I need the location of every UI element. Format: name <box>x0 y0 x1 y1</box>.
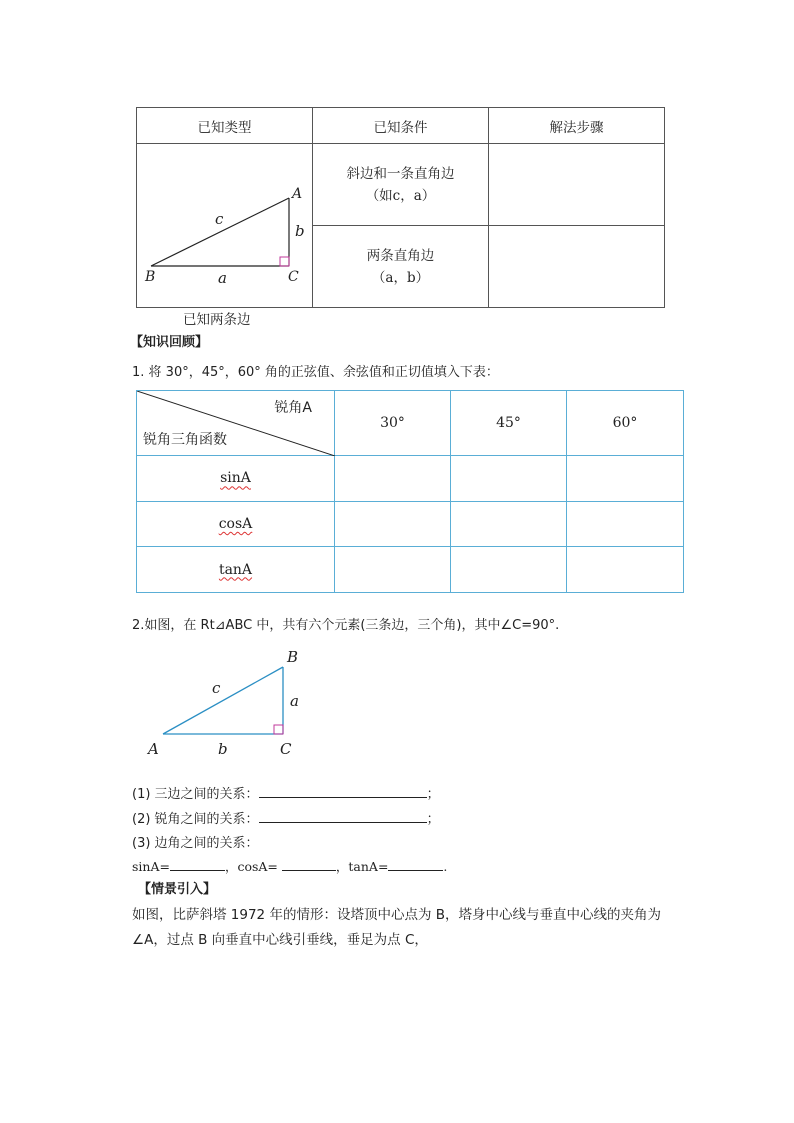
cos-blank[interactable] <box>282 859 336 871</box>
triangle1-right-angle-mark <box>280 257 289 266</box>
review-heading: 【知识回顾】 <box>130 335 209 350</box>
question-1: 1. 将 30°，45°，60° 角的正弦值、余弦值和正切值填入下表： <box>132 365 499 380</box>
triangle2-hypotenuse <box>163 667 283 734</box>
condition-hyp-leg-line2: （如c，a） <box>365 187 436 204</box>
steps-cell-2 <box>489 226 665 308</box>
angle-30-header: 30° <box>335 391 451 456</box>
tan-blank[interactable] <box>388 859 443 871</box>
corner-label-function: 锐角三角函数 <box>143 432 227 448</box>
triangle1-vertex-b: B <box>145 269 156 285</box>
triangle2-side-b: b <box>218 740 228 758</box>
row-sin-label: sinA <box>137 456 335 502</box>
relation-angles-blank[interactable] <box>259 811 427 823</box>
triangle1-hypotenuse <box>151 198 289 266</box>
row-tan-label: tanA <box>137 547 335 593</box>
header-known-type: 已知类型 <box>137 108 313 144</box>
scene-line-1: 如图，比萨斜塔 1972 年的情形：设塔顶中心点为 B，塔身中心线与垂直中心线的夹角为 <box>132 907 661 923</box>
tan-60-cell <box>567 547 684 593</box>
cos-30-cell <box>335 501 451 547</box>
sin-30-cell <box>335 456 451 502</box>
relation-angles: (2) 锐角之间的关系： ； <box>132 812 440 827</box>
triangle2-side-a: a <box>290 692 299 710</box>
triangle2-side-c: c <box>212 679 221 697</box>
triangle2-vertex-b: B <box>287 648 299 666</box>
known-type-cell <box>137 144 313 328</box>
condition-two-legs-line1: 两条直角边 <box>366 247 435 264</box>
question-2: 2.如图，在 Rt⊿ABC 中，共有六个元素(三条边，三个角)，其中∠C=90°. <box>132 618 560 633</box>
cos-60-cell <box>567 501 684 547</box>
triangle1-side-a: a <box>218 269 227 287</box>
trig-ratio-blanks: sinA= ，cosA= ，tanA= . <box>132 859 448 874</box>
sin-60-cell <box>567 456 684 502</box>
tan-30-cell <box>335 547 451 593</box>
corner-cell <box>137 391 335 456</box>
triangle1-vertex-c: C <box>288 269 299 285</box>
header-solution-steps: 解法步骤 <box>489 108 665 144</box>
scene-line-2: ∠A，过点 B 向垂直中心线引垂线，垂足为点 C， <box>132 932 428 948</box>
triangle1-side-c: c <box>215 210 224 228</box>
solution-types-table <box>136 107 665 328</box>
condition-two-legs-line2: （a，b） <box>371 269 430 286</box>
known-type-label: 已知两条边 <box>183 312 251 328</box>
cos-45-cell <box>451 501 567 547</box>
scene-heading: 【情景引入】 <box>138 882 217 897</box>
tan-45-cell <box>451 547 567 593</box>
condition-hyp-leg-line1: 斜边和一条直角边 <box>346 165 455 182</box>
sin-blank[interactable] <box>170 859 225 871</box>
sin-45-cell <box>451 456 567 502</box>
angle-60-header: 60° <box>567 391 684 456</box>
triangle1-vertex-a: A <box>292 186 303 202</box>
triangle1-side-b: b <box>295 222 305 240</box>
relation-sides-angles: (3) 边角之间的关系： <box>132 836 259 851</box>
triangle2-vertex-c: C <box>280 740 292 758</box>
trig-values-table <box>136 390 683 593</box>
steps-cell-1 <box>489 144 665 226</box>
relation-sides: (1) 三边之间的关系： ； <box>132 787 440 802</box>
triangle2-right-angle-mark <box>274 725 283 734</box>
angle-45-header: 45° <box>451 391 567 456</box>
condition-hyp-leg <box>313 144 489 226</box>
row-cos-label: cosA <box>137 501 335 547</box>
condition-two-legs <box>313 226 489 308</box>
triangle2-vertex-a: A <box>148 740 159 758</box>
relation-sides-blank[interactable] <box>259 786 427 798</box>
header-known-condition: 已知条件 <box>313 108 489 144</box>
corner-label-angle: 锐角A <box>274 400 312 416</box>
